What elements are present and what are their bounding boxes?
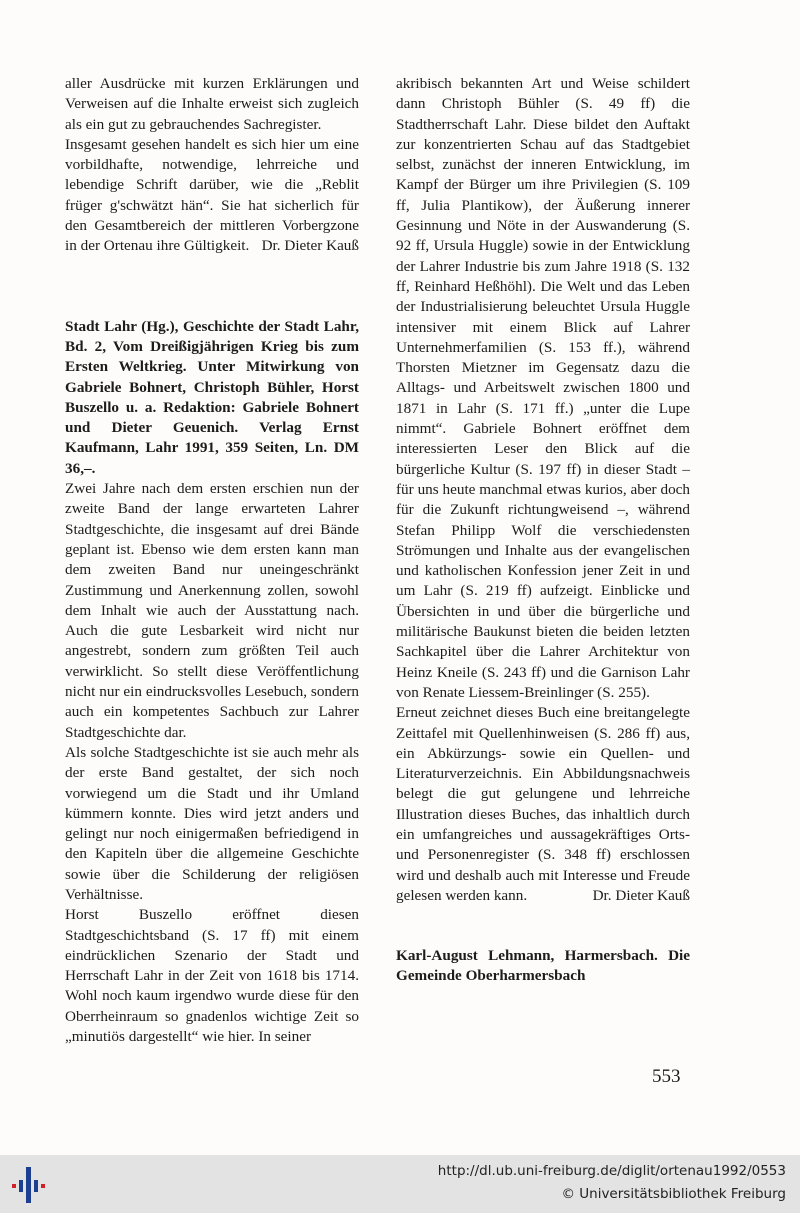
copyright-text: © Universitätsbibliothek Freiburg	[561, 1186, 786, 1202]
book-heading: Karl-August Lehmann, Harmersbach. Die Gemeinde Oberharmersbach	[396, 947, 690, 985]
paragraph	[396, 703, 690, 906]
paragraph: Zwei Jahre nach dem ersten erschien nun der zweite Band der lange erwarteten Lahrer Stadtgeschichte, die insgesamt auf drei Bände geplant ist. Ebenso wie dem ersten kann man dem zweiten Band nur uneingeschränkt Zustimmung und Anerkennung zollen, sowohl dem Inhalt wie auch der Ausstattung nach. Auch die gute Lesbarkeit wird nicht nur angestrebt, sondern zum größten Teil auch verwirklicht. So stellt diese Veröffentlichung nicht nur ein eindrucksvolles Lesebuch, sondern auch ein kompetentes Sachbuch zur Lahrer Stadtgeschichte dar.	[65, 480, 359, 741]
page-number: 553	[652, 1066, 681, 1087]
ub-freiburg-logo-icon	[12, 1167, 50, 1203]
paragraph: Horst Buszello eröffnet diesen Stadtgeschichtsband (S. 17 ff) mit einem eindrücklichen Szenario der Stadt und Herrschaft Lahr in der Zeit von 1618 bis 1714. Wohl noch kaum irgendwo wurde diese für den Oberrheinraum so gnadenlos wichtige Zeit so „minutiös dargestellt“ wie hier. In seiner	[65, 906, 359, 1046]
spacer	[396, 906, 690, 946]
right-column	[396, 74, 690, 987]
paragraph	[65, 135, 359, 257]
review-signature: Dr. Dieter Kauß	[261, 237, 359, 255]
paragraph: Als solche Stadtgeschichte ist sie auch mehr als der erste Band gestaltet, der sich noch vorwiegend um die Stadt und ihr Umland kümmern konnte. Dies wird jetzt anders und gelingt nur noch einigermaßen befriedigend in den Kapiteln über die allgemeine Geschichte sowie über die Schilderung der religiösen Verhältnisse.	[65, 743, 359, 903]
paragraph: aller Ausdrücke mit kurzen Erklärungen und Verweisen auf die Inhalte erweist sich zugleich als ein gut zu gebrauchendes Sachregister.	[65, 75, 359, 133]
left-column	[65, 74, 359, 1047]
book-heading: Stadt Lahr (Hg.), Geschichte der Stadt Lahr, Bd. 2, Vom Dreißigjährigen Krieg bis zum Ersten Weltkrieg. Unter Mitwirkung von Gabriele Bohnert, Christoph Bühler, Horst Buszello u. a. Redaktion: Gabriele Bohnert und Dieter Geuenich. Verlag Ernst Kaufmann, Lahr 1991, 359 Seiten, Ln. DM 36,–.	[65, 317, 359, 477]
paragraph: akribisch bekannten Art und Weise schildert dann Christoph Bühler (S. 49 ff) die Stadtherrschaft Lahr. Diese bildet den Auftakt zur konzentrierten Schau auf das Stadtgebiet selbst, zunächst der inneren Entwicklung, im Kampf der Bürger um ihre Privilegien (S. 109 ff, Julia Plantikow), der Äußerung innerer Gesinnung und Nöte in der Auswanderung (S. 92 ff, Ursula Huggle) sowie in der Entwicklung der Lahrer Industrie bis zum Jahre 1918 (S. 132 ff, Reinhard Heßhöhl). Die Welt und das Leben der Industrialisierung beleuchtet Ursula Huggle intensiver mit einem Blick auf Lahrer Unternehmerfamilien (S. 153 ff.), während Thorsten Mietzner im Gegensatz dazu die Alltags- und Arbeitswelt zwischen 1800 und 1871 in Lahr (S. 171 ff.) „unter die Lupe nimmt“. Gabriele Bohnert eröffnet dem interessierten Leser den Blick auf die bürgerliche Kultur (S. 197 ff) in dieser Stadt – für uns heute manchmal etwas kurios, aber doch für die Zukunft richtungweisend –, während Stefan Philipp Wolf die verschiedensten Strömungen und Inhalte aus der evangelischen und katholischen Konfession jener Zeit in und um Lahr (S. 219 ff) aufzeigt. Einblicke und Übersichten in und über die bürgerliche und militärische Baukunst bieten die beiden letzten Sachkapitel über die Lahrer Architektur von Heinz Kneile (S. 243 ff) und die Garnison Lahr von Renate Liessem-Breinlinger (S. 255).	[396, 75, 690, 701]
paragraph-text: Insgesamt gesehen handelt es sich hier um eine vorbildhafte, notwendige, lehrreiche und lebendige Schrift darüber, wie die „Reblit früger g'schwätzt hän“. Sie hat sicherlich für den Gesamtbereich der mittleren Vorbergzone in der Ortenau ihre Gültigkeit.	[65, 135, 359, 255]
source-url-link[interactable]: http://dl.ub.uni-freiburg.de/diglit/ortenau1992/0553	[437, 1163, 786, 1179]
footer-bar	[0, 1155, 800, 1213]
spacer	[65, 257, 359, 317]
review-signature: Dr. Dieter Kauß	[592, 886, 690, 904]
paragraph-text: Erneut zeichnet dieses Buch eine breitangelegte Zeittafel mit Quellenhinweisen (S. 286 ff) aus, ein Abkürzungs- sowie ein Quellen- und Literaturverzeichnis. Ein Abbildungsnachweis belegt die gut gelungene und lehrreiche Illustration dieses Buches, das inhaltlich durch ein umfangreiches und aussagekräftiges Orts- und Personenregister (S. 348 ff) erschlossen wird und deshalb auch mit Interesse und Freude gelesen werden kann.	[396, 704, 690, 904]
